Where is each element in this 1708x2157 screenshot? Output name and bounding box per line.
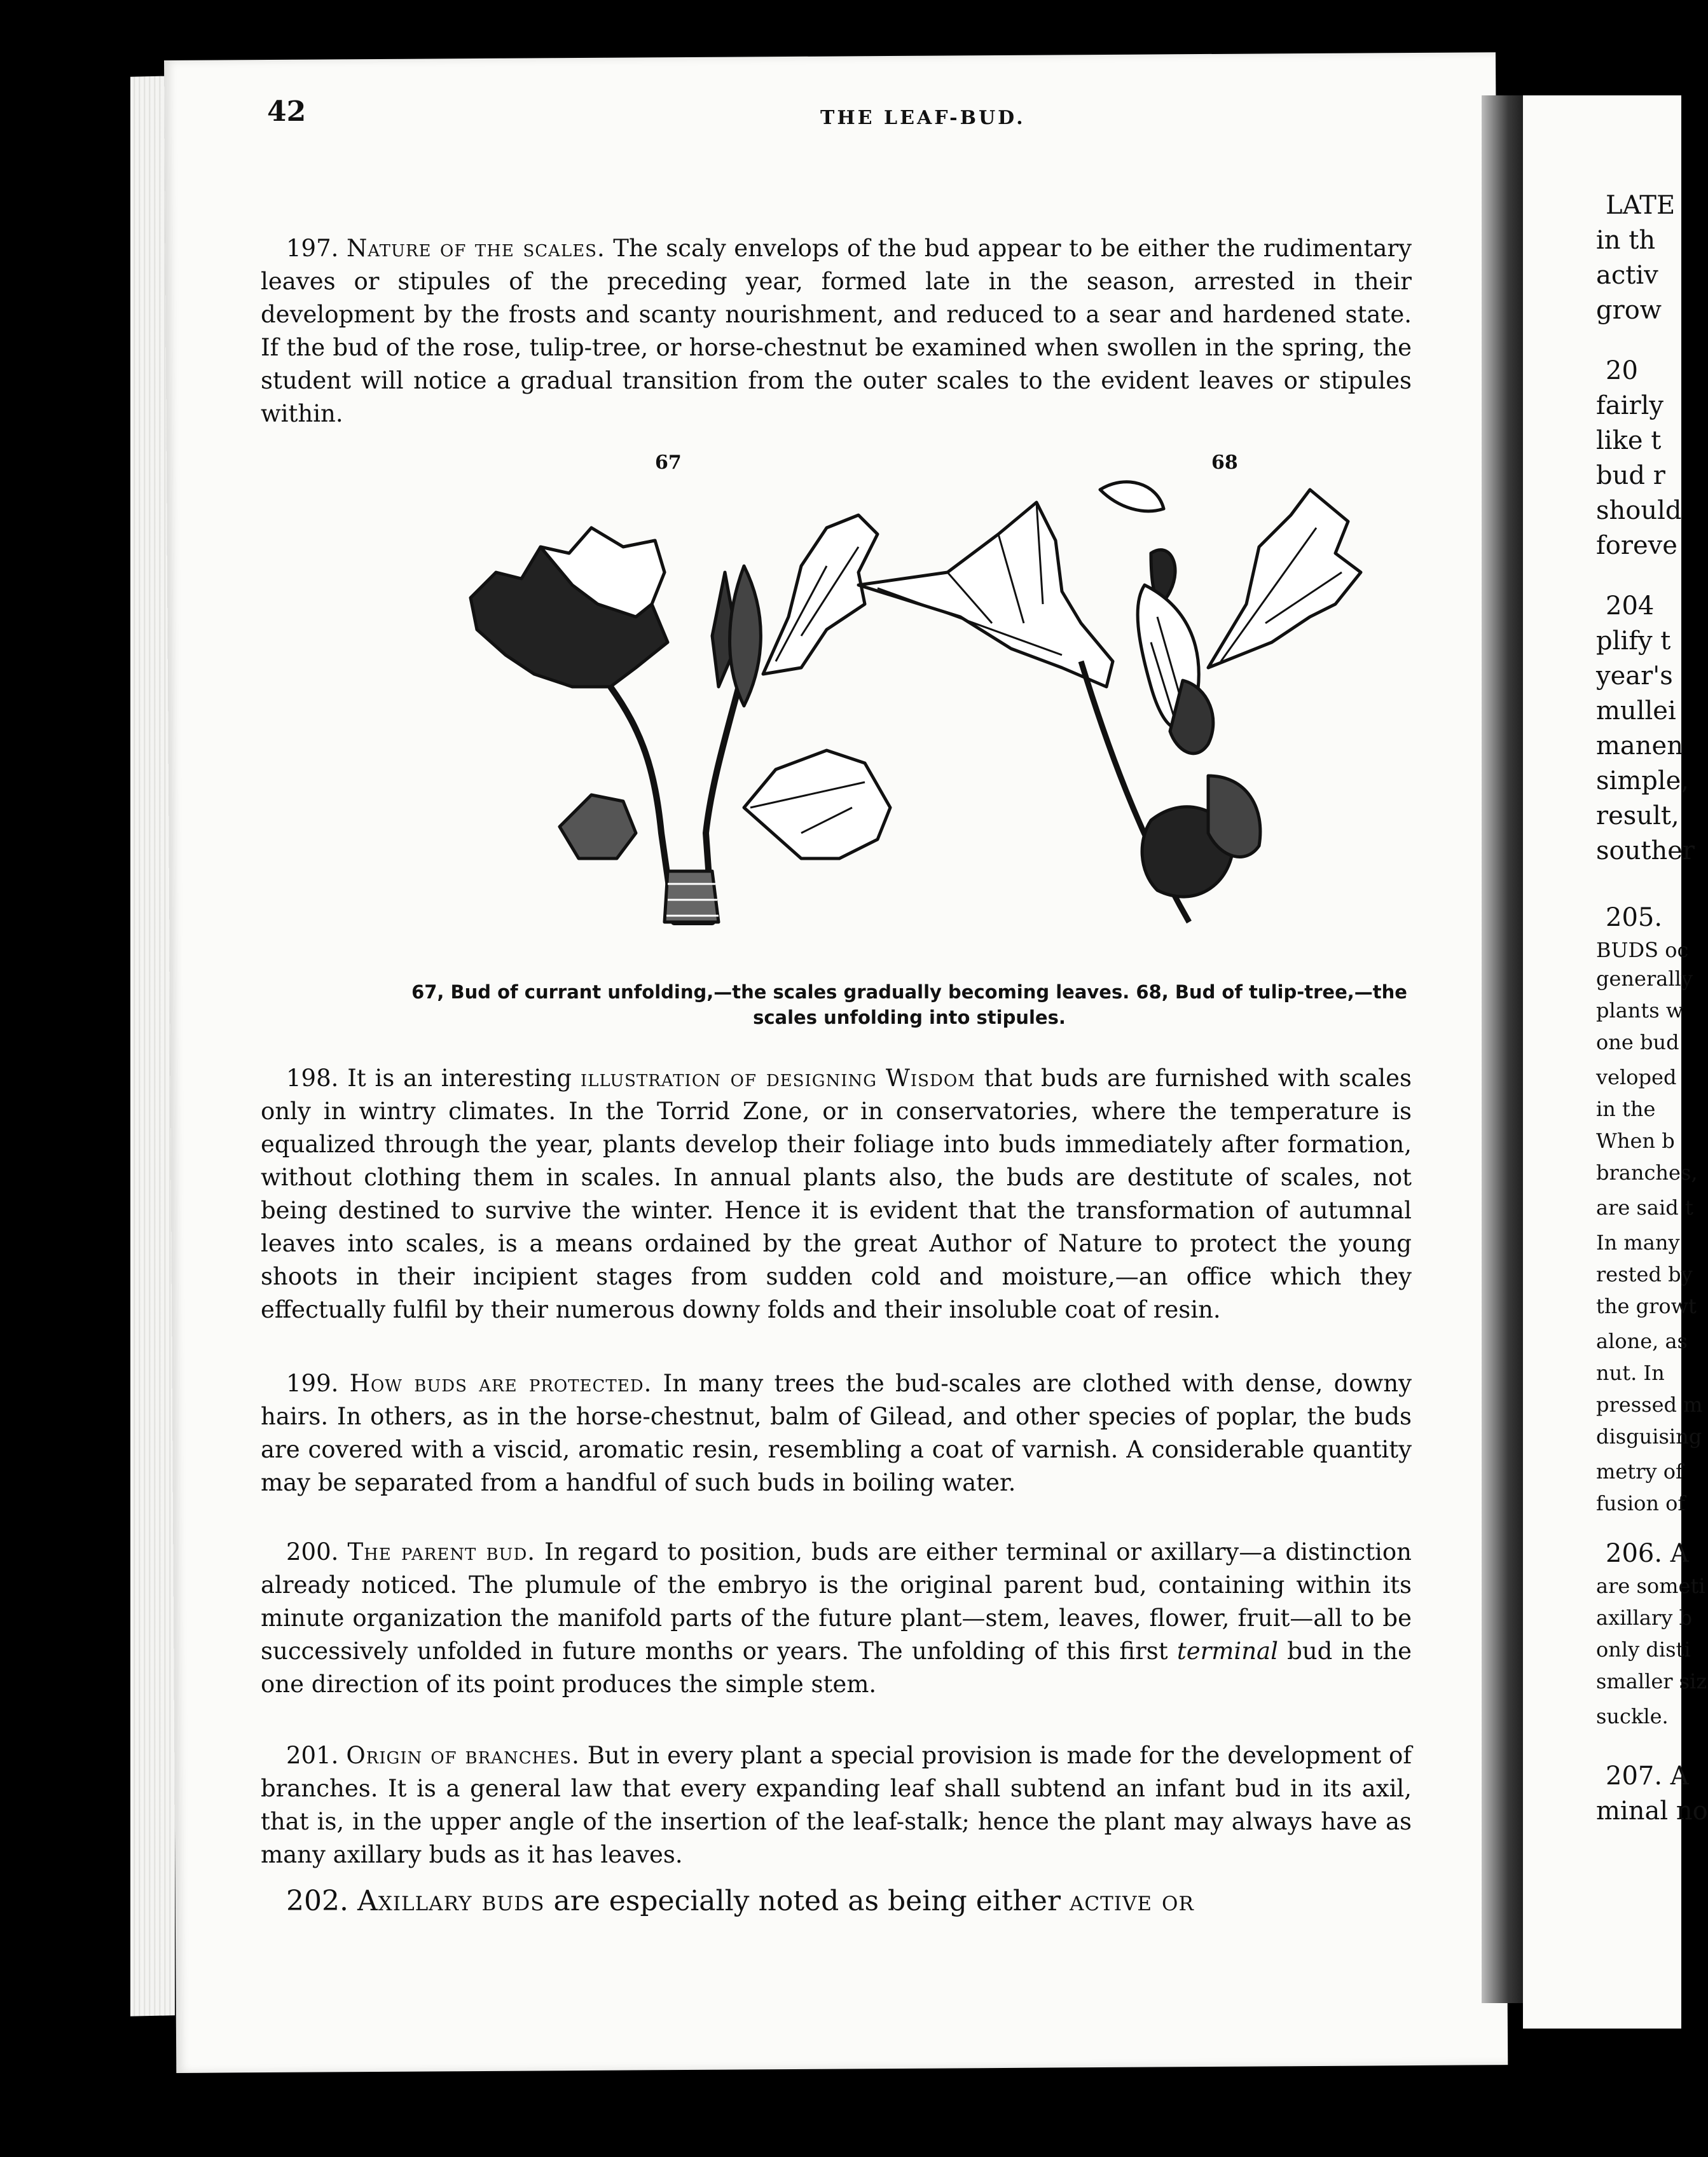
- paragraph-smallcaps: illustration of designing: [580, 1065, 878, 1092]
- facing-page-line: like t: [1596, 426, 1662, 455]
- currant-bud-illustration: [445, 477, 903, 973]
- facing-page-line: metry of: [1596, 1459, 1683, 1484]
- paragraph-number: 201.: [286, 1742, 339, 1769]
- paragraph-number: 198.: [286, 1065, 339, 1092]
- facing-page-line: plants w: [1596, 998, 1684, 1023]
- page-header-title: THE LEAF-BUD.: [820, 107, 1026, 129]
- paragraph-200: [261, 1536, 1412, 1705]
- facing-page-line: 205.: [1606, 903, 1663, 932]
- facing-page-line: fairly: [1596, 391, 1663, 420]
- facing-page-line: suckle.: [1596, 1704, 1669, 1728]
- facing-page-line: BUDS oc: [1596, 938, 1689, 962]
- facing-page-line: pressed m: [1596, 1393, 1703, 1417]
- facing-page-line: rested by: [1596, 1262, 1693, 1286]
- book-spine: [1482, 95, 1526, 2003]
- paragraph-number: 197.: [286, 235, 339, 262]
- paragraph-text: that buds are furnished with scales only in wintry climates. In the Torrid Zone, or in conservatories, where the temperature is equalized through the year, plants develop their foliage into buds immediately after formation, without clothing them in scales. In annual plants also, the buds are destitute of scales, not being destined to survive the winter. Hence it is evident that the transformation of autumnal leaves into scales, is a means ordained by the great Author of Nature to protect the young shoots in their incipient stages from sudden cold and moisture,—an office which they effectually fulfil by their numerous downy folds and their insoluble coat of resin.: [261, 1065, 1412, 1323]
- facing-page-line: one bud: [1596, 1030, 1679, 1054]
- facing-page-line: axillary b: [1596, 1606, 1692, 1630]
- paragraph-202: [261, 1882, 1412, 1924]
- facing-page-line: minal no: [1596, 1796, 1708, 1826]
- facing-page-line: result,: [1596, 801, 1679, 830]
- paragraph-heading: Axillary buds: [357, 1885, 545, 1917]
- paragraph-197: [261, 232, 1412, 434]
- paragraph-text-end: bud in the one direction of its point produces the simple stem.: [261, 1637, 1412, 1698]
- paragraph-heading: Nature of the scales.: [346, 235, 605, 262]
- figure-68-label: 68: [1211, 451, 1238, 474]
- facing-page-line: generally: [1596, 967, 1693, 991]
- facing-page: [1523, 95, 1708, 2029]
- paragraph-number: 200.: [286, 1538, 339, 1566]
- paragraph-number: 199.: [286, 1370, 339, 1397]
- facing-page-line: When b: [1596, 1129, 1675, 1153]
- facing-page-line: are said t: [1596, 1196, 1693, 1220]
- paragraph-heading: How buds are protected.: [349, 1370, 652, 1397]
- facing-page-line: in th: [1596, 226, 1656, 255]
- figure-caption: [407, 979, 1412, 1030]
- paragraph-text-start: It is an interesting: [347, 1065, 572, 1092]
- figure-area: [407, 451, 1412, 979]
- paragraph-heading: Origin of branches.: [346, 1742, 580, 1769]
- facing-page-line: 206. A: [1606, 1539, 1689, 1568]
- paragraph-number: 202.: [286, 1885, 348, 1917]
- page-number: 42: [267, 95, 306, 128]
- caption-line-1: 67, Bud of currant unfolding,—the scales gradually becoming leaves. 68, Bud of tulip-tree,—the: [411, 981, 1407, 1003]
- facing-page-line: year's: [1596, 661, 1673, 691]
- facing-page-line: are someti: [1596, 1574, 1705, 1598]
- paragraph-emphasis: Wisdom: [885, 1065, 975, 1092]
- facing-page-line: alone, as: [1596, 1329, 1688, 1353]
- caption-line-2: scales unfolding into stipules.: [753, 1007, 1066, 1028]
- paragraph-text: The scaly envelops of the bud appear to be either the rudimentary leaves or stipules of the preceding year, formed late in the season, arrested in their development by the frosts and scanty nourishment, and reduced to a sear and hardened state. If the bud of the rose, tulip-tree, or horse-chestnut be examined when swollen in the spring, the student will notice a gradual transition from the outer scales to the evident leaves or stipules within.: [261, 235, 1412, 427]
- facing-page-line: activ: [1596, 261, 1658, 290]
- facing-page-line: manen: [1596, 731, 1683, 761]
- facing-page-line: fusion of: [1596, 1491, 1686, 1515]
- paragraph-italic: terminal: [1176, 1637, 1278, 1665]
- facing-page-line: disguising: [1596, 1424, 1702, 1449]
- facing-page-line: plify t: [1596, 626, 1671, 656]
- paragraph-text: In many trees the bud-scales are clothed with dense, downy hairs. In others, as in the horse-chestnut, balm of Gilead, and other species of poplar, the buds are covered with a viscid, aromatic resin, resembling a coat of varnish. A considerable quantity may be separated from a handful of such buds in boiling water.: [261, 1370, 1412, 1496]
- facing-page-line: souther: [1596, 836, 1695, 865]
- paragraph-199: [261, 1367, 1412, 1503]
- facing-page-line: 20: [1606, 356, 1638, 385]
- facing-page-line: in the: [1596, 1097, 1656, 1121]
- running-head: [267, 95, 1412, 134]
- facing-page-line: bud r: [1596, 461, 1665, 490]
- facing-page-line: In many: [1596, 1230, 1680, 1255]
- paragraph-198: [261, 1062, 1412, 1330]
- facing-page-text: [1523, 95, 1708, 2029]
- facing-page-line: veloped: [1596, 1065, 1677, 1089]
- paragraph-text: are especially noted as being either: [553, 1885, 1061, 1917]
- facing-page-line: 204: [1606, 591, 1655, 621]
- facing-page-line: should: [1596, 496, 1682, 525]
- facing-page-line: 207. A: [1606, 1761, 1689, 1791]
- tulip-tree-bud-illustration: [852, 477, 1374, 973]
- facing-page-line: only disti: [1596, 1637, 1691, 1662]
- facing-page-line: nut. In: [1596, 1361, 1665, 1385]
- facing-page-line: grow: [1596, 296, 1662, 325]
- facing-page-line: smaller siz: [1596, 1669, 1707, 1693]
- paragraph-text: But in every plant a special provision is made for the development of branches. It is a general law that every expanding leaf shall subtend an infant bud in its axil, that is, in the upper angle of the insertion of the leaf-stalk; hence the plant may always have as many axillary buds as it has leaves.: [261, 1742, 1412, 1868]
- facing-page-line: foreve: [1596, 531, 1677, 560]
- paragraph-tail: active or: [1070, 1885, 1194, 1917]
- figure-67-label: 67: [655, 451, 682, 474]
- paragraph-201: [261, 1739, 1412, 1875]
- facing-page-line: branches,: [1596, 1161, 1698, 1185]
- paragraph-text: In regard to position, buds are either terminal or axillary—a distinction already noticed. The plumule of the embryo is the original parent bud, containing within its minute organization the manifold parts of the future plant—stem, leaves, flower, fruit—all to be successively unfolded in future months or years. The unfolding of this first: [261, 1538, 1412, 1665]
- facing-page-line: simple,: [1596, 766, 1690, 796]
- paragraph-heading: The parent bud.: [347, 1538, 536, 1566]
- facing-page-line: the growt: [1596, 1294, 1697, 1318]
- facing-page-line: LATE: [1606, 191, 1676, 220]
- facing-page-line: mullei: [1596, 696, 1676, 726]
